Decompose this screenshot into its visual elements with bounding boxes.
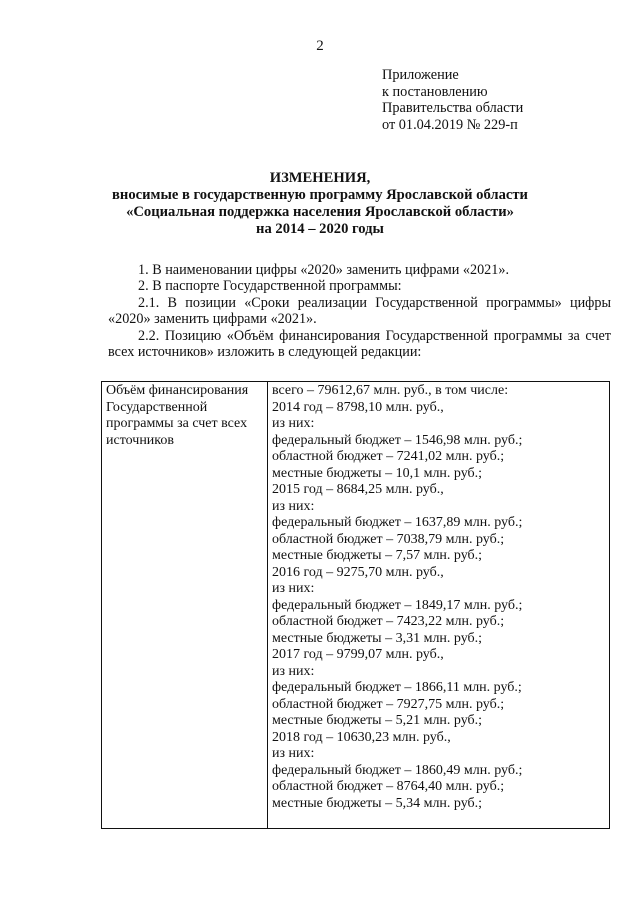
funding-line: из них: [272,416,315,431]
funding-line: местные бюджеты – 5,34 млн. руб.; [272,795,483,811]
funding-line: федеральный бюджет – 1849,17 млн. руб.; [272,597,523,613]
funding-line: местные бюджеты – 3,31 млн. руб.; [272,630,483,646]
funding-label-cell: Объём финансирования Государственной программы за счет всех источников [102,382,268,829]
funding-line: 2017 год – 9799,07 млн. руб., [272,647,444,662]
funding-line: федеральный бюджет – 1637,89 млн. руб.; [272,515,523,530]
funding-line: местные бюджеты – 7,57 млн. руб.; [272,548,483,563]
funding-line: областной бюджет – 7038,79 млн. руб.; [272,531,505,547]
funding-line: 2014 год – 8798,10 млн. руб., [272,399,444,415]
funding-line: из них: [272,663,315,679]
paragraph: 2.1. В позиции «Сроки реализации Государственной программы» цифры «2020» заменить цифрами «2021». [108,294,611,328]
paragraph: 2. В паспорте Государственной программы: [138,278,402,295]
appendix-line: от 01.04.2019 № 229-п [382,117,518,134]
funding-line: из них: [272,581,315,596]
funding-line: из них: [272,498,315,514]
paragraph: 2.2. Позицию «Объём финансирования Государственной программы за счет всех источников» изложить в следующей редакции: [108,327,611,361]
funding-table [101,381,610,829]
document-title [0,170,640,238]
appendix-line: к постановлению [382,83,488,100]
funding-line: 2016 год – 9275,70 млн. руб., [272,564,444,580]
funding-line: областной бюджет – 7927,75 млн. руб.; [272,696,505,712]
funding-line: областной бюджет – 7423,22 млн. руб.; [272,614,505,629]
paragraph: 1. В наименовании цифры «2020» заменить цифрами «2021». [138,262,510,278]
document-body [108,262,611,360]
funding-line: из них: [272,746,315,761]
funding-line: федеральный бюджет – 1546,98 млн. руб.; [272,432,523,448]
title-line: на 2014 – 2020 годы [256,221,384,237]
funding-values-cell [268,382,610,829]
funding-line: 2015 год – 8684,25 млн. руб., [272,482,444,497]
funding-line: местные бюджеты – 10,1 млн. руб.; [272,465,483,481]
table-row [102,382,610,829]
funding-line: областной бюджет – 7241,02 млн. руб.; [272,449,505,464]
funding-line: местные бюджеты – 5,21 млн. руб.; [272,713,483,728]
funding-line: 2018 год – 10630,23 млн. руб., [272,729,451,745]
appendix-line: Правительства области [382,100,524,117]
title-line: вносимые в государственную программу Ярославской области [112,187,528,203]
title-line: «Социальная поддержка населения Ярославской области» [126,204,514,220]
funding-line: всего – 79612,67 млн. руб., в том числе: [272,383,509,398]
appendix-note [382,67,523,134]
page-number: 2 [316,38,324,54]
funding-line: федеральный бюджет – 1860,49 млн. руб.; [272,762,523,778]
funding-line: федеральный бюджет – 1866,11 млн. руб.; [272,680,522,695]
funding-line: областной бюджет – 8764,40 млн. руб.; [272,779,505,794]
title-heading: ИЗМЕНЕНИЯ, [269,170,371,186]
appendix-line: Приложение [382,67,459,83]
